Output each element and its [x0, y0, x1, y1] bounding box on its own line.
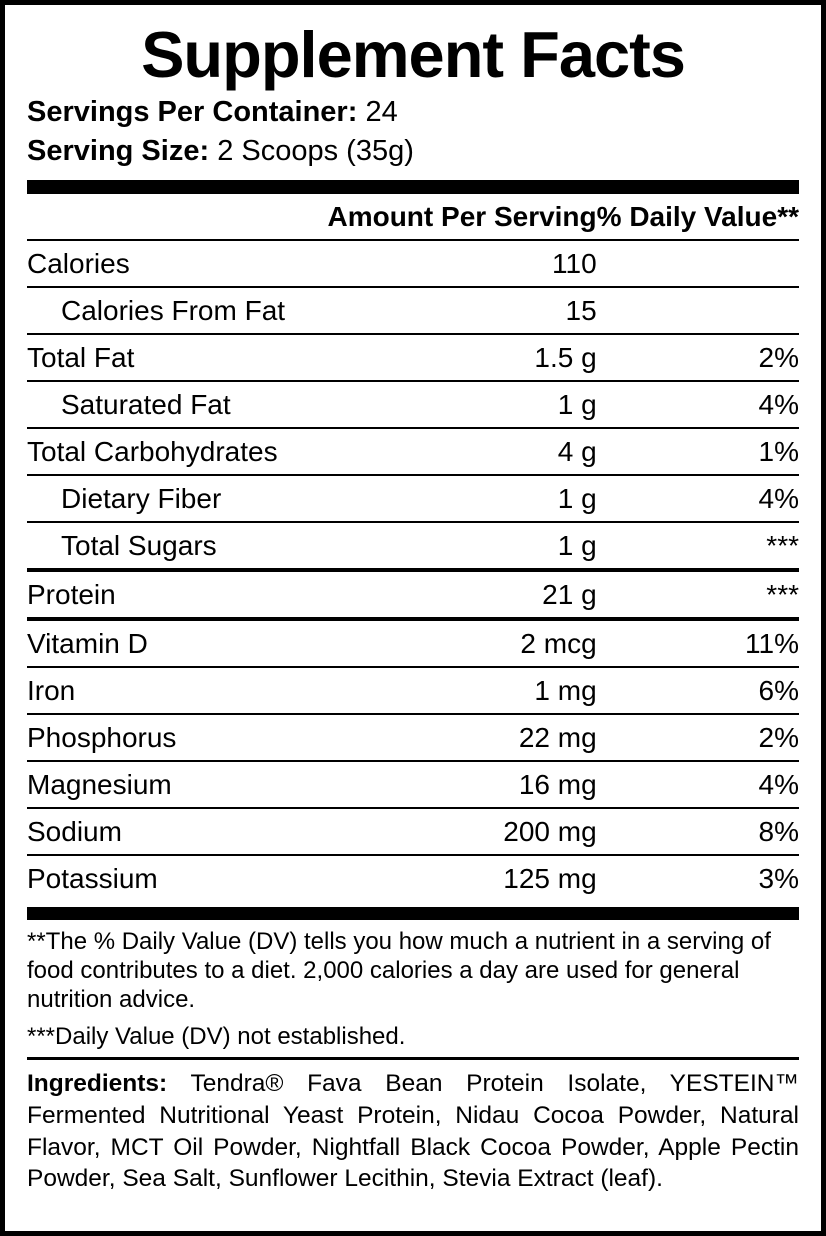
table-row [27, 381, 799, 428]
row-name: Magnesium [27, 761, 327, 808]
divider-thick-top [27, 180, 799, 194]
nutrition-table-body [27, 194, 799, 901]
row-name: Total Sugars [27, 522, 327, 570]
row-name: Sodium [27, 808, 327, 855]
column-header-name [27, 194, 327, 240]
row-amount: 4 g [327, 428, 596, 475]
ingredients-text: Tendra® Fava Bean Protein Isolate, YESTEIN™ Fermented Nutritional Yeast Protein, Nidau Cocoa Powder, Natural Flavor, MCT Oil Powder, Nightfall Black Cocoa Powder, Apple Pectin Powder, Sea Salt, Sunflower Lecithin, Stevia Extract (leaf). [27, 1069, 799, 1193]
row-daily-value: 4% [597, 381, 799, 428]
table-row [27, 714, 799, 761]
table-row [27, 240, 799, 287]
row-amount: 1.5 g [327, 334, 596, 381]
row-name: Protein [27, 570, 327, 619]
row-name: Potassium [27, 855, 327, 901]
footnote-not-established: ***Daily Value (DV) not established. [27, 1022, 406, 1050]
row-daily-value: 4% [597, 475, 799, 522]
row-amount: 200 mg [327, 808, 596, 855]
row-amount: 125 mg [327, 855, 596, 901]
row-amount: 16 mg [327, 761, 596, 808]
footnote-daily-value: **The % Daily Value (DV) tells you how much a nutrient in a serving of food contributes to a diet. 2,000 calories a day are used for general nutrition advice. [27, 927, 771, 1014]
table-row [27, 570, 799, 619]
row-amount: 1 g [327, 381, 596, 428]
divider-thick-bottom [27, 907, 799, 920]
row-daily-value: *** [597, 570, 799, 619]
table-row [27, 334, 799, 381]
table-row [27, 522, 799, 570]
row-daily-value [597, 287, 799, 334]
table-row [27, 428, 799, 475]
row-daily-value: 3% [597, 855, 799, 901]
row-name: Calories [27, 240, 327, 287]
ingredients-label: Ingredients: [27, 1069, 168, 1097]
servings-per-container-value: 24 [365, 96, 398, 129]
serving-size [27, 132, 799, 170]
table-row [27, 667, 799, 714]
row-daily-value: *** [597, 522, 799, 570]
row-amount: 21 g [327, 570, 596, 619]
servings-per-container-label: Servings Per Container: [27, 96, 358, 129]
row-amount: 1 g [327, 475, 596, 522]
row-daily-value: 4% [597, 761, 799, 808]
servings-per-container [27, 93, 799, 131]
row-daily-value [597, 240, 799, 287]
table-row [27, 808, 799, 855]
row-name: Iron [27, 667, 327, 714]
column-header-daily-value: % Daily Value** [596, 200, 799, 232]
row-daily-value: 2% [597, 714, 799, 761]
row-amount: 15 [327, 287, 596, 334]
row-amount: 2 mcg [327, 619, 596, 667]
table-row [27, 761, 799, 808]
row-name: Vitamin D [27, 619, 327, 667]
row-name: Saturated Fat [27, 381, 327, 428]
serving-size-label: Serving Size: [27, 134, 210, 167]
row-daily-value: 8% [597, 808, 799, 855]
table-row [27, 475, 799, 522]
column-header-amount: Amount Per Serving [327, 200, 597, 232]
row-daily-value: 2% [597, 334, 799, 381]
row-name: Dietary Fiber [27, 475, 327, 522]
serving-size-value: 2 Scoops (35g) [217, 134, 414, 167]
row-name: Total Fat [27, 334, 327, 381]
row-name: Total Carbohydrates [27, 428, 327, 475]
page-title: Supplement Facts [141, 18, 685, 91]
row-amount: 22 mg [327, 714, 596, 761]
table-row [27, 855, 799, 901]
row-daily-value: 11% [597, 619, 799, 667]
row-amount: 110 [327, 240, 596, 287]
table-row [27, 619, 799, 667]
nutrition-table [27, 194, 799, 901]
row-daily-value: 1% [597, 428, 799, 475]
table-header-row [27, 194, 799, 240]
table-row [27, 287, 799, 334]
row-name: Phosphorus [27, 714, 327, 761]
row-amount: 1 mg [327, 667, 596, 714]
supplement-facts-body [5, 5, 821, 1195]
row-name: Calories From Fat [27, 287, 327, 334]
ingredients-block [27, 1060, 799, 1195]
row-amount: 1 g [327, 522, 596, 570]
row-daily-value: 6% [597, 667, 799, 714]
